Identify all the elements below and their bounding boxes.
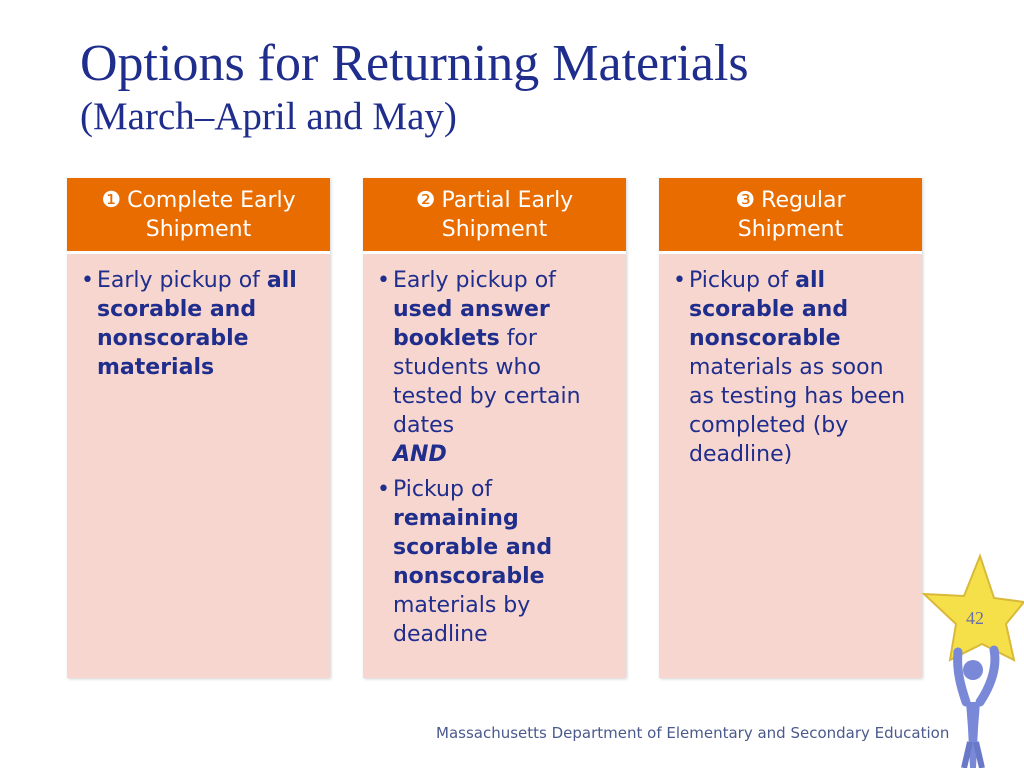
- bullet-bold-text: remaining scorable and nonscorable: [393, 506, 553, 589]
- star-figure-icon: [918, 552, 1024, 768]
- column-header: [67, 178, 330, 254]
- bullet-text: Pickup of: [393, 477, 493, 502]
- option-column-partial-early: [363, 178, 626, 678]
- bullet-text: Early pickup of: [97, 268, 260, 293]
- bullet-list: [79, 266, 320, 382]
- page-number: 42: [966, 608, 984, 628]
- list-item: [79, 266, 320, 382]
- header-line-1: Regular: [761, 187, 846, 213]
- header-line-1: Partial Early: [441, 187, 574, 213]
- bullet-bold-text: used answer booklets: [393, 297, 550, 351]
- star-figure-logo: [918, 552, 1024, 768]
- bullet-list: [375, 266, 616, 649]
- footer-text: Massachusetts Department of Elementary and Secondary Education: [436, 724, 950, 742]
- bullet-text: materials as soon as testing has been completed (by deadline): [689, 355, 906, 467]
- title-line-1: Options for Returning Materials: [80, 35, 749, 92]
- bullet-list: [671, 266, 912, 469]
- option-column-regular: [659, 178, 922, 678]
- column-body: [67, 254, 330, 382]
- number-3-icon: ❸: [735, 187, 756, 213]
- bullet-text: Early pickup of: [393, 268, 556, 293]
- bullet-bold-text: all scorable and nonscorable: [689, 268, 849, 351]
- header-line-2: Shipment: [145, 216, 252, 242]
- column-body: [659, 254, 922, 469]
- column-header: [659, 178, 922, 254]
- bullet-text: Pickup of: [689, 268, 789, 293]
- list-item: [375, 475, 616, 649]
- bullet-bold-text: all scorable and nonscorable materials: [97, 268, 297, 380]
- slide-title: [80, 34, 749, 140]
- column-body: [363, 254, 626, 649]
- title-line-2: (March–April and May): [80, 95, 457, 138]
- bullet-text: materials by deadline: [393, 593, 531, 647]
- header-line-2: Shipment: [737, 216, 844, 242]
- number-2-icon: ❷: [415, 187, 436, 213]
- bullet-emphasis-text: AND: [393, 442, 447, 467]
- column-header: [363, 178, 626, 254]
- list-item: [375, 266, 616, 469]
- header-line-2: Shipment: [441, 216, 548, 242]
- bullet-text: for students who tested by certain dates: [393, 326, 581, 438]
- number-1-icon: ❶: [101, 187, 122, 213]
- header-line-1: Complete Early: [127, 187, 296, 213]
- list-item: [671, 266, 912, 469]
- option-column-complete-early: [67, 178, 330, 678]
